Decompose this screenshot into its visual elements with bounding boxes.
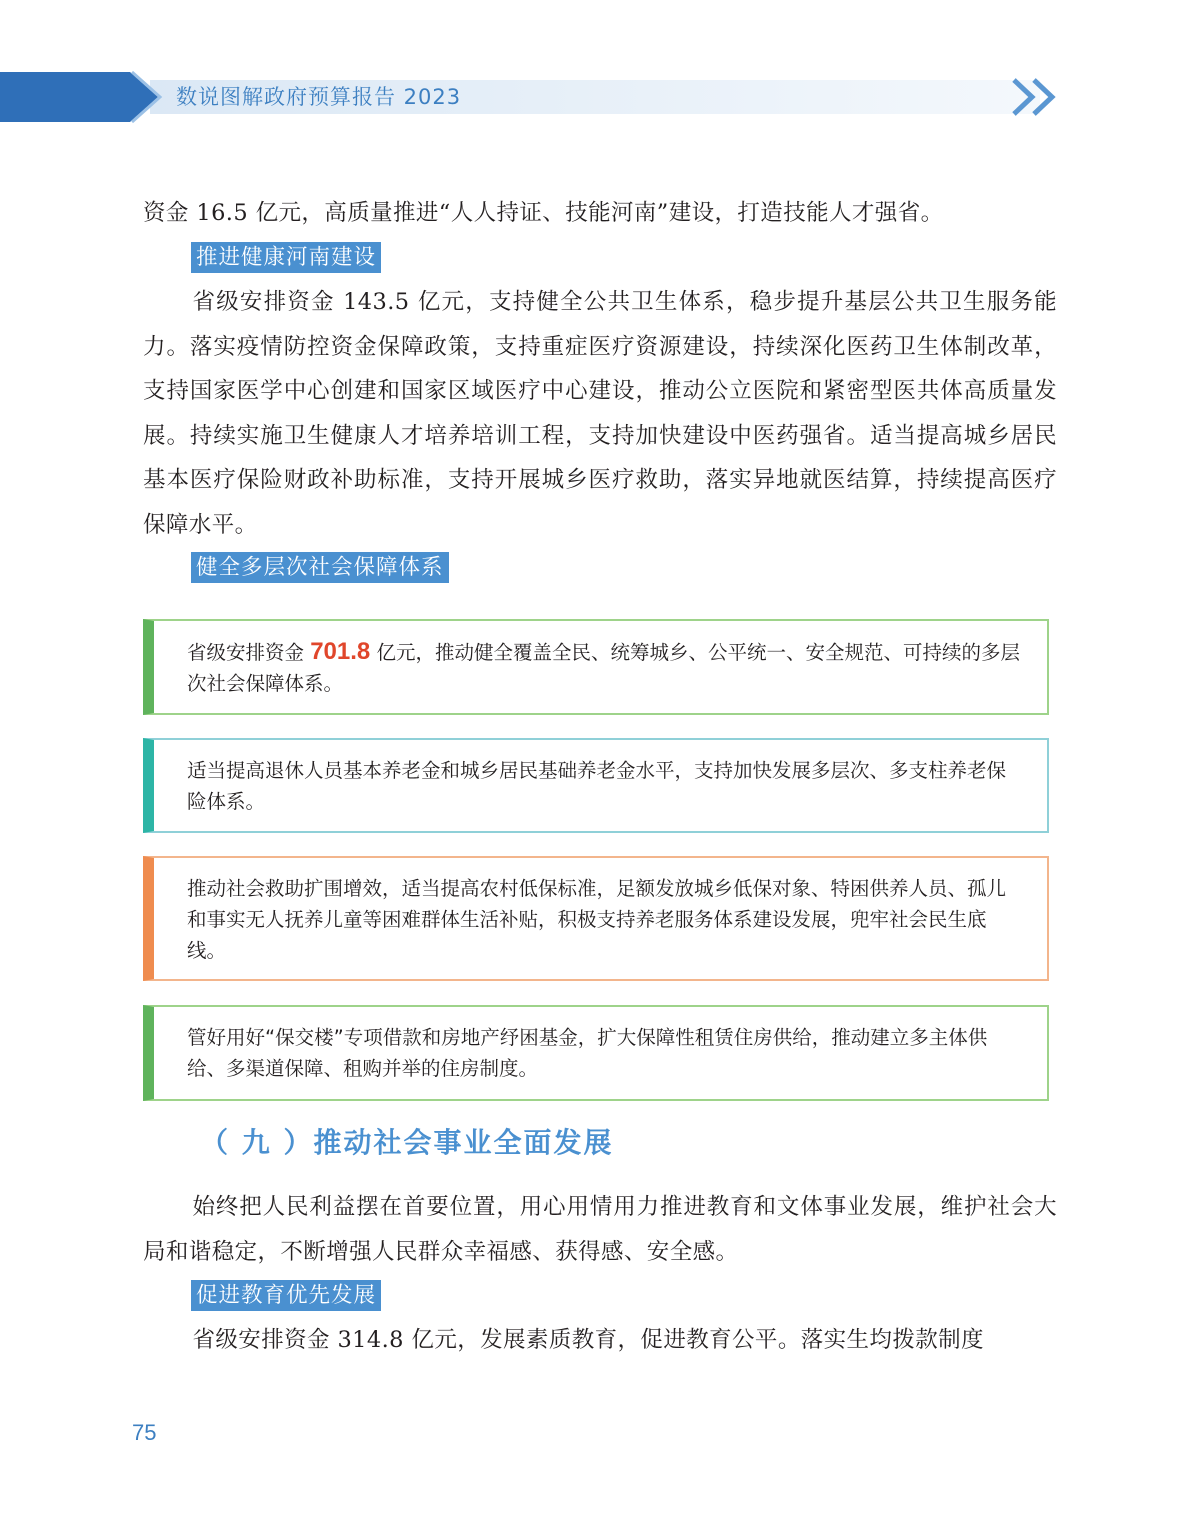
health-paragraph: 省级安排资金 143.5 亿元，支持健全公共卫生体系，稳步提升基层公共卫生服务能力。落实疫情防控资金保障政策，支持重症医疗资源建设，持续深化医药卫生体制改革，支持国家医学中心创建和国家区域医疗中心建设，推动公立医院和紧密型医共体高质量发展。持续实施卫生健康人才培养培训工程，支持加快建设中医药强省。适当提高城乡居民基本医疗保险财政补助标准，支持开展城乡医疗救助，落实异地就医结算，持续提高医疗保障水平。 xyxy=(143,289,1057,538)
page-number: 75 xyxy=(132,1420,157,1445)
header-title: 数说图解政府预算报告 2023 xyxy=(176,85,462,109)
section9-text xyxy=(143,1185,1057,1274)
intro-line: 资金 16.5 亿元，高质量推进“人人持证、技能河南”建设，打造技能人才强省。 xyxy=(143,200,944,226)
subheading-education: 促进教育优先发展 xyxy=(191,1280,381,1311)
box-text-suffix: 亿元，推动健全覆盖全民、统筹城乡、公平统一、安全规范、可持续的多层次社会保障体系。 xyxy=(187,641,1020,695)
info-box-pension xyxy=(143,738,1049,833)
info-box-housing xyxy=(143,1005,1049,1101)
section9-paragraph: 始终把人民利益摆在首要位置，用心用情用力推进教育和文体事业发展，维护社会大局和谐稳定，不断增强人民群众幸福感、获得感、安全感。 xyxy=(143,1194,1057,1265)
intro-text xyxy=(143,191,1057,236)
box-text: 管好用好“保交楼”专项借款和房地产纾困基金，扩大保障性租赁住房供给，推动建立多主体供给、多渠道保障、租购并举的住房制度。 xyxy=(187,1026,988,1080)
funding-highlight-number: 701.8 xyxy=(310,638,371,665)
health-text xyxy=(143,280,1057,547)
section-title: （ 九 ）推动社会事业全面发展 xyxy=(200,1126,614,1159)
education-text xyxy=(143,1318,1057,1363)
subheading-social-security: 健全多层次社会保障体系 xyxy=(191,552,449,583)
info-box-funding xyxy=(143,619,1049,715)
box-text-prefix: 省级安排资金 xyxy=(187,641,311,664)
education-paragraph: 省级安排资金 314.8 亿元，发展素质教育，促进教育公平。落实生均拨款制度 xyxy=(192,1327,984,1353)
box-text: 适当提高退休人员基本养老金和城乡居民基础养老金水平，支持加快发展多层次、多支柱养老保险体系。 xyxy=(187,759,1007,813)
info-box-social-assistance xyxy=(143,856,1049,981)
box-text: 推动社会救助扩围增效，适当提高农村低保标准，足额发放城乡低保对象、特困供养人员、孤儿和事实无人抚养儿童等困难群体生活补贴，积极支持养老服务体系建设发展，兜牢社会民生底线。 xyxy=(187,877,1007,962)
subheading-health: 推进健康河南建设 xyxy=(191,242,381,273)
page-header xyxy=(0,68,1200,126)
